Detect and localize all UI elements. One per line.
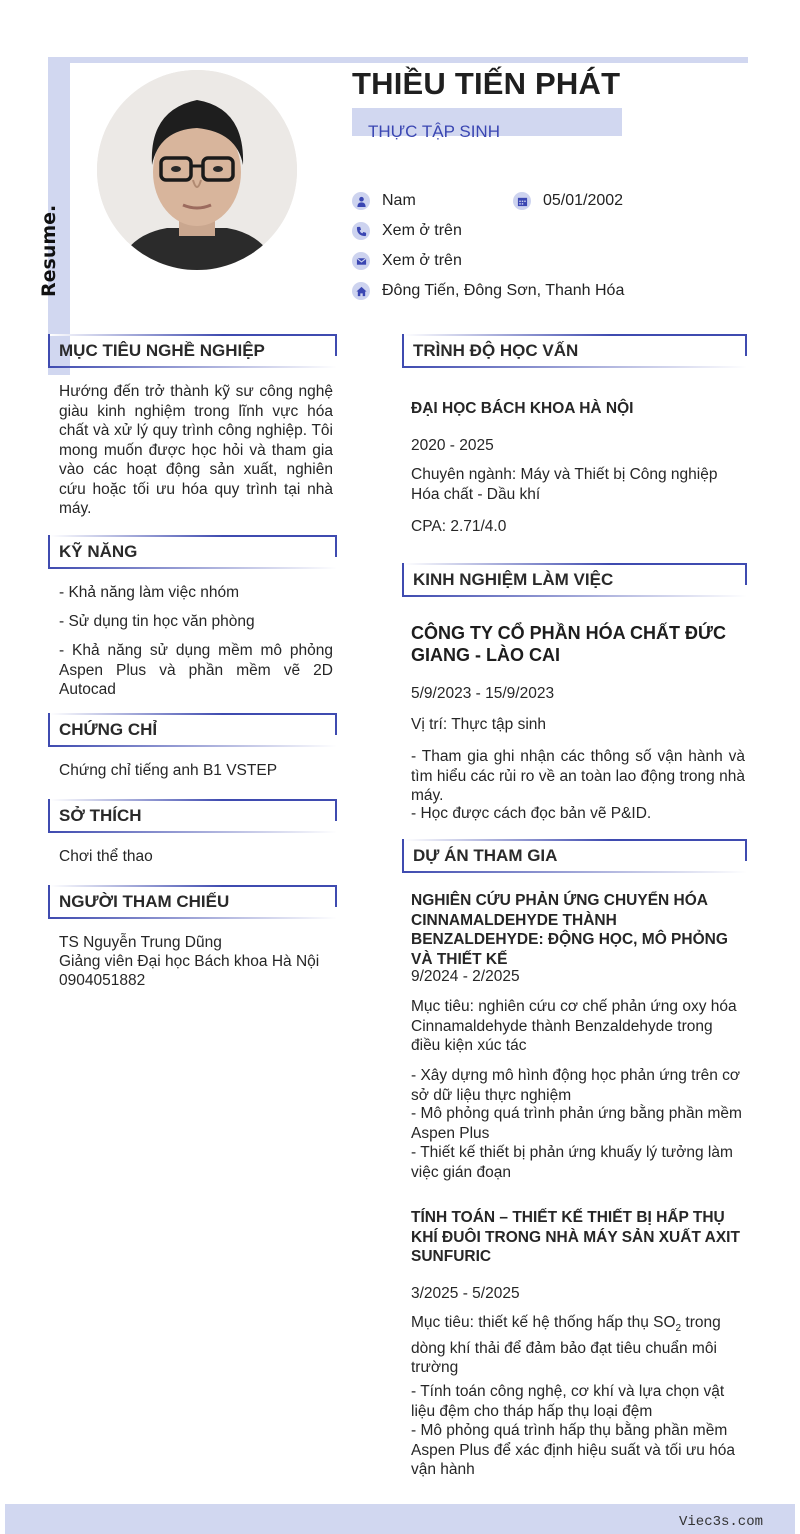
certificate-text: Chứng chỉ tiếng anh B1 VSTEP	[59, 762, 278, 779]
phone-value: Xem ở trên	[382, 222, 462, 239]
phone-row	[352, 220, 462, 242]
footer-brand[interactable]: Viec3s.com	[678, 1514, 763, 1530]
project-title: NGHIÊN CỨU PHẢN ỨNG CHUYỂN HÓA CINNAMALDEHYDE THÀNH BENZALDEHYDE: ĐỘNG HỌC, MÔ PHỎNG VÀ THIẾT KẾ	[411, 892, 728, 968]
address-row	[352, 280, 624, 302]
project-period: 3/2025 - 5/2025	[411, 1285, 520, 1302]
email-value: Xem ở trên	[382, 252, 462, 269]
education-major: Chuyên ngành: Máy và Thiết bị Công nghiệp Hóa chất - Dầu khí	[411, 466, 718, 503]
top-accent-bar	[48, 57, 748, 63]
education-cpa: CPA: 2.71/4.0	[411, 518, 507, 535]
envelope-icon	[352, 252, 370, 270]
objective-heading: MỤC TIÊU NGHỀ NGHIỆP	[48, 334, 337, 368]
experience-desc: - Tham gia ghi nhận các thông số vận hành và tìm hiểu các rủi ro về an toàn lao động trong nhà máy.	[411, 748, 745, 804]
reference-name: TS Nguyễn Trung Dũng	[59, 934, 222, 951]
resume-label: Resume.	[38, 204, 60, 297]
skill-item: - Khả năng sử dụng mềm mô phỏng Aspen Plus và phần mềm vẽ 2D Autocad	[59, 642, 333, 698]
phone-icon	[352, 222, 370, 240]
dob-value: 05/01/2002	[543, 192, 624, 209]
portrait-illustration	[97, 70, 297, 270]
project-goal: Mục tiêu: thiết kế hệ thống hấp thụ $SO_2$ trong dòng khí thải để đảm bảo đạt tiêu chuẩn môi trường	[411, 1314, 721, 1377]
gender-value: Nam	[382, 192, 416, 209]
project-bullet: - Thiết kế thiết bị phản ứng khuấy lý tưởng làm việc gián đoạn	[411, 1144, 733, 1181]
gender-row	[352, 190, 416, 212]
skill-item: - Sử dụng tin học văn phòng	[59, 613, 255, 630]
skill-item: - Khả năng làm việc nhóm	[59, 584, 240, 601]
address-value: Đông Tiến, Đông Sơn, Thanh Hóa	[382, 282, 625, 299]
objective-text: Hướng đến trở thành kỹ sư công nghệ giàu kinh nghiệm trong lĩnh vực hóa chất và xử lý quy trình công nghiệp. Tôi mong muốn được học hỏi và tham gia vào các hoạt động sản xuất, nghiên cứu hoặc tối ưu hóa quy trình tại nhà máy.	[59, 383, 333, 517]
company-name: CÔNG TY CỔ PHẦN HÓA CHẤT ĐỨC GIANG - LÀO CAI	[411, 623, 726, 665]
project-goal: Mục tiêu: nghiên cứu cơ chế phản ứng oxy hóa Cinnamaldehyde thành Benzaldehyde trong điều kiện xúc tác	[411, 998, 737, 1054]
email-row	[352, 250, 462, 272]
experience-heading: KINH NGHIỆM LÀM VIỆC	[402, 563, 747, 597]
project-bullet: - Tính toán công nghệ, cơ khí và lựa chọn vật liệu đệm cho tháp hấp thụ loại đệm	[411, 1383, 725, 1420]
hobbies-heading: SỞ THÍCH	[48, 799, 337, 833]
experience-position: Vị trí: Thực tập sinh	[411, 716, 547, 733]
experience-period: 5/9/2023 - 15/9/2023	[411, 685, 555, 702]
dob-row	[513, 190, 623, 212]
experience-desc: - Học được cách đọc bản vẽ P&ID.	[411, 805, 652, 822]
project-title: TÍNH TOÁN – THIẾT KẾ THIẾT BỊ HẤP THỤ KHÍ ĐUÔI TRONG NHÀ MÁY SẢN XUẤT AXIT SUNFURIC	[411, 1209, 740, 1265]
job-title: THỰC TẬP SINH	[368, 122, 500, 141]
certificates-heading: CHỨNG CHỈ	[48, 713, 337, 747]
project-bullet: - Mô phỏng quá trình hấp thụ bằng phần mềm Aspen Plus để xác định hiệu suất và tối ưu hóa vận hành	[411, 1422, 736, 1478]
education-period: 2020 - 2025	[411, 437, 494, 454]
project-period: 9/2024 - 2/2025	[411, 968, 520, 985]
reference-phone: 0904051882	[59, 972, 146, 989]
skills-heading: KỸ NĂNG	[48, 535, 337, 569]
reference-position: Giảng viên Đại học Bách khoa Hà Nội	[59, 953, 320, 970]
home-icon	[352, 282, 370, 300]
project-bullet: - Xây dựng mô hình động học phản ứng trên cơ sở dữ liệu thực nghiệm	[411, 1067, 741, 1104]
projects-heading: DỰ ÁN THAM GIA	[402, 839, 747, 873]
calendar-icon	[513, 192, 531, 210]
references-heading: NGƯỜI THAM CHIẾU	[48, 885, 337, 919]
school-name: ĐẠI HỌC BÁCH KHOA HÀ NỘI	[411, 400, 634, 417]
candidate-name: THIỀU TIẾN PHÁT	[352, 66, 621, 101]
hobbies-text: Chơi thể thao	[59, 848, 153, 865]
education-heading: TRÌNH ĐỘ HỌC VẤN	[402, 334, 747, 368]
profile-photo	[97, 70, 297, 270]
project-bullet: - Mô phỏng quá trình phản ứng bằng phần mềm Aspen Plus	[411, 1105, 742, 1142]
person-icon	[352, 192, 370, 210]
footer-bar	[5, 1504, 795, 1534]
